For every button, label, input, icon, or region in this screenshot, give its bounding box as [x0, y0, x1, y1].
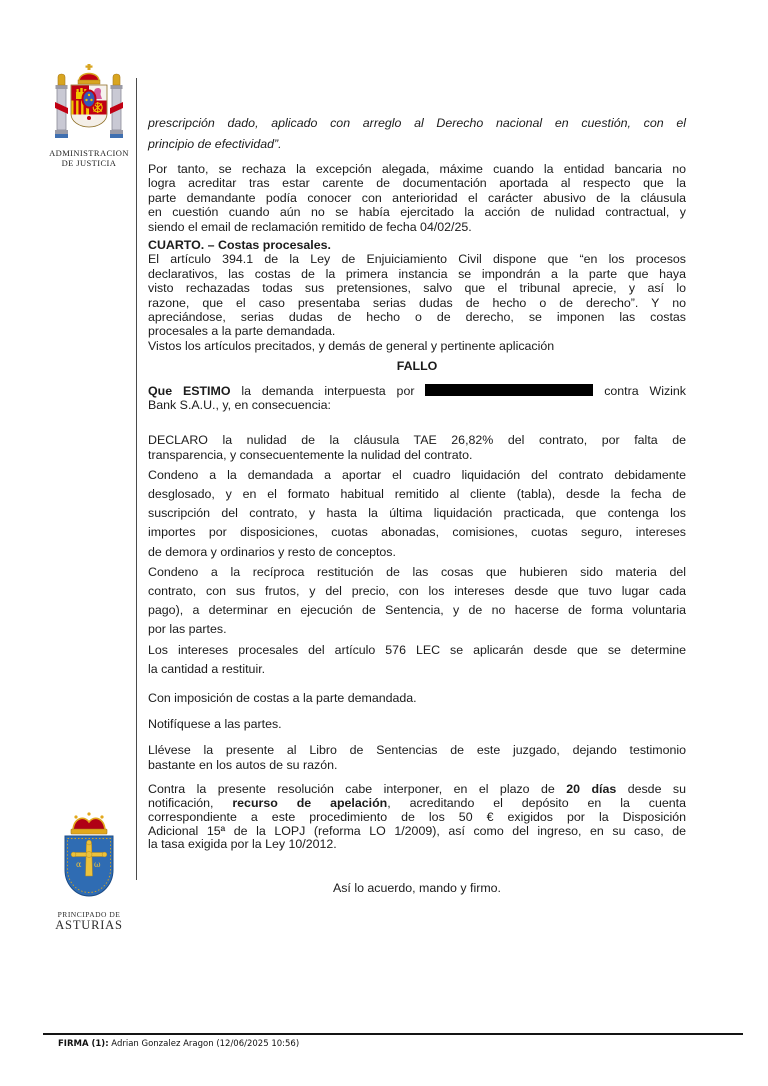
paragraph-fallo	[148, 359, 686, 373]
justice-administration-label	[36, 148, 142, 168]
emphasis-text: recurso de apelación	[232, 796, 388, 811]
text-line: parte demandante podía conocer con anterioridad el carácter abusivo de la cláusula	[148, 190, 686, 205]
text-line: Que ESTIMO la demanda interpuesta por contra Wizink	[148, 383, 686, 398]
text-line: la cantidad a restituir.	[148, 661, 266, 676]
text-line: Contra la presente resolución cabe interponer, en el plazo de 20 días desde su	[148, 782, 686, 797]
text-line: correspondiente a este procedimiento de los 50 € exigidos por la Disposición	[148, 809, 686, 824]
text-line: procesales a la parte demandada.	[148, 324, 336, 339]
text-line: bastante en los autos de su razón.	[148, 757, 338, 772]
svg-text:α: α	[76, 860, 82, 869]
paragraph-firmo	[148, 881, 686, 895]
text-line: Llévese la presente al Libro de Sentencias de este juzgado, dejando testimonio	[148, 743, 686, 758]
paragraph-portanto	[148, 162, 686, 234]
text-line: la tasa exigida por la Ley 10/2012.	[148, 837, 337, 852]
asturias-label-line1: PRINCIPADO DE	[57, 910, 121, 919]
text-line: DECLARO la nulidad de la cláusula TAE 26,82% del contrato, por falta de	[148, 432, 686, 447]
paragraph-imposicion	[148, 691, 686, 705]
paragraph-llevese	[148, 743, 686, 772]
text-line: prescripción dado, aplicado con arreglo al Derecho nacional en cuestión, con el	[148, 116, 686, 130]
text-line: Vistos los artículos precitados, y demás de general y pertinente aplicación	[148, 338, 555, 353]
text-line: principio de efectividad”.	[148, 137, 282, 151]
text-line: FALLO	[396, 359, 438, 374]
text-line: contrato, con sus frutos, y del precio, con los intereses desde que tuvo lugar cada	[148, 584, 686, 599]
signature-line	[58, 1039, 299, 1049]
emphasis-text: Que ESTIMO	[148, 383, 231, 398]
text-line: pago), a determinar en ejecución de Sentencia, y de no hacerse de forma voluntaria	[148, 603, 686, 618]
redaction-bar	[425, 384, 593, 396]
paragraph-condeno1	[148, 466, 686, 562]
svg-text:ω: ω	[94, 860, 101, 869]
text-line: Adicional 15ª de la LOPJ (reforma LO 1/2009), así como del ingreso, en su caso, de	[148, 823, 686, 838]
text-line: Así lo acuerdo, mando y firmo.	[332, 881, 502, 896]
signature-value: Adrian Gonzalez Aragon (12/06/2025 10:56)	[108, 1039, 300, 1049]
paragraph-cuarto	[148, 238, 686, 353]
text-line: en cuestión cuando aún no se había ejercitado la acción de nulidad contractual, y	[148, 205, 686, 220]
paragraph-notifiquese	[148, 717, 686, 731]
text-line: Notifíquese a las partes.	[148, 717, 282, 732]
paragraph-condeno2	[148, 563, 686, 640]
signature-label: FIRMA (1):	[58, 1039, 109, 1049]
emphasis-text: CUARTO. – Costas procesales.	[148, 238, 331, 253]
text-line: por las partes.	[148, 622, 227, 637]
text-line: El artículo 394.1 de la Ley de Enjuiciamiento Civil dispone que “en los procesos	[148, 252, 686, 267]
text-line: razone, que el caso presentaba serias dudas de hecho o de derecho”. Y no	[148, 295, 686, 310]
text-line: Condeno a la demandada a aportar el cuadro liquidación del contrato debidamente	[148, 467, 686, 482]
text-line: siendo el email de reclamación remitido de fecha 04/02/25.	[148, 219, 472, 234]
paragraph-intereses	[148, 641, 686, 679]
footer-divider	[43, 1033, 743, 1035]
justice-label-line1: ADMINISTRACION	[49, 148, 129, 158]
document-body	[148, 0, 686, 896]
text-line: desglosado, y en el formato habitual remitido al cliente (tabla), desde la fecha de	[148, 487, 686, 502]
asturias-label-line2: ASTURIAS	[55, 918, 123, 932]
text-line: declarativos, las costas de la primera instancia se impondrán a la parte que haya	[148, 266, 686, 281]
text-line: de demora y ordinarios y resto de conceptos.	[148, 544, 396, 559]
text-line: Condeno a la recíproca restitución de las cosas que hubieren sido materia del	[148, 564, 686, 579]
text-line: logra acreditar tras estar carente de documentación aportada al respecto que la	[148, 176, 686, 191]
text-line	[148, 238, 686, 252]
paragraph-estimo	[148, 384, 686, 413]
spain-coat-of-arms-icon	[54, 64, 124, 148]
text-line: transparencia, y consecuentemente la nulidad del contrato.	[148, 448, 473, 463]
text-line: Por tanto, se rechaza la excepción alegada, máxime cuando la entidad bancaria no	[148, 162, 686, 176]
text-line: visto rechazadas todas sus pretensiones, salvo que el tribunal aprecie, y así lo	[148, 281, 686, 296]
text-line: importes por disposiciones, cuotas abonadas, comisiones, cuotas seguro, intereses	[148, 525, 686, 540]
asturias-coat-of-arms-icon	[56, 808, 122, 912]
paragraph-quote	[148, 113, 686, 155]
paragraph-contra	[148, 783, 686, 852]
justice-label-line2: DE JUSTICIA	[61, 158, 117, 168]
paragraph-declaro	[148, 433, 686, 464]
text-line: notificación, recurso de apelación, acreditando el depósito en la cuenta	[148, 796, 686, 811]
sidebar-divider	[136, 78, 137, 880]
asturias-label	[36, 911, 142, 932]
text-line: Con imposición de costas a la parte demandada.	[148, 690, 417, 705]
emphasis-text: 20 días	[566, 782, 617, 797]
text-line: Los intereses procesales del artículo 576 LEC se aplicarán desde que se determine	[148, 642, 686, 657]
text-line: Bank S.A.U., y, en consecuencia:	[148, 398, 331, 413]
text-line: apreciándose, serias dudas de hecho o de derecho, se imponen las costas	[148, 310, 686, 325]
text-line: suscripción del contrato, y hasta la última liquidación practicada, que contenga los	[148, 506, 686, 521]
